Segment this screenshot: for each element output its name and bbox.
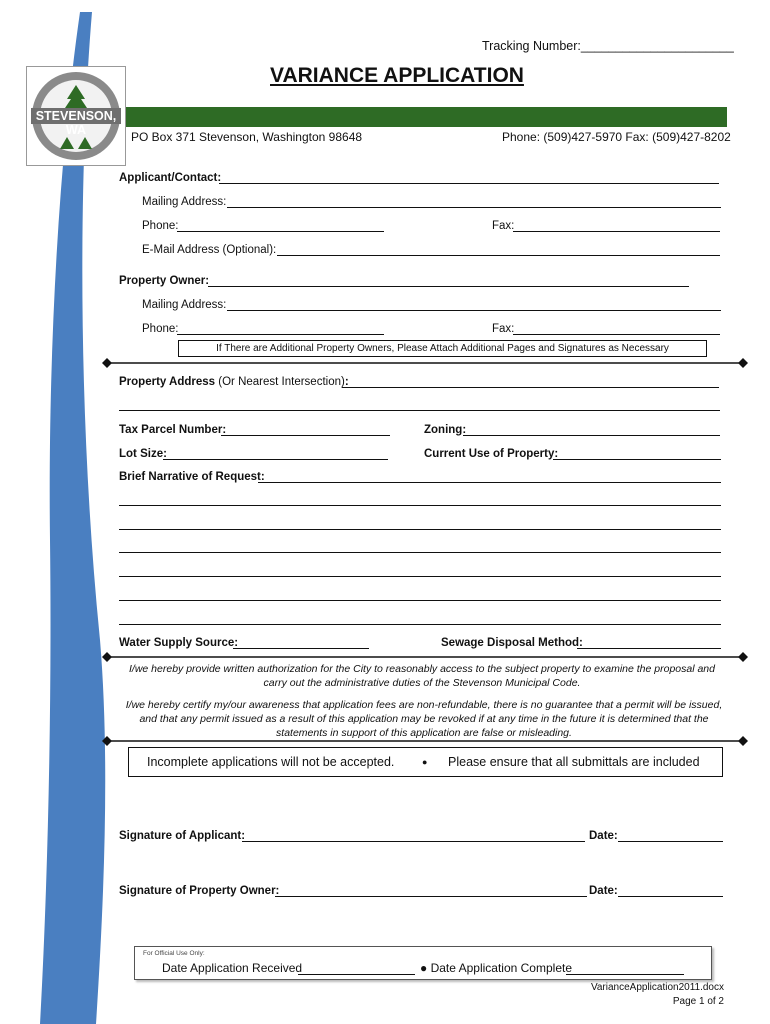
footer-filename: VarianceApplication2011.docx [590, 982, 724, 993]
date-received-field[interactable] [298, 974, 415, 975]
notice-right: Please ensure that all submittals are included [448, 755, 700, 769]
lot-size-field[interactable] [163, 459, 388, 460]
applicant-phone-label: Phone: [142, 220, 179, 232]
certification-statement: I/we hereby certify my/our awareness that application fees are non-refundable, there is no guarantee that a permit will be issued, and that any permit issued as a result of this application may be revoked if at any time in the future it is determined that the statements in support of this application are false or misleading. [125, 699, 723, 739]
date-received-label: Date Application Received [162, 961, 303, 975]
date-complete-field[interactable] [566, 974, 684, 975]
narrative-label: Brief Narrative of Request: [119, 471, 265, 483]
property-address-label-rest: (Or Nearest Intersection) [215, 376, 345, 388]
sewage-field[interactable] [577, 648, 721, 649]
applicant-signature-label: Signature of Applicant: [119, 830, 246, 842]
tracking-number-field[interactable]: Tracking Number:______________________ [482, 39, 734, 53]
owner-mailing-label: Mailing Address: [142, 299, 227, 311]
additional-owners-note [178, 340, 707, 357]
narrative-field[interactable] [258, 482, 721, 483]
header-green-bar [30, 107, 727, 127]
property-address-field-line2[interactable] [119, 410, 720, 411]
applicant-label: Applicant/Contact: [119, 172, 222, 184]
tax-parcel-field[interactable] [221, 435, 390, 436]
applicant-mailing-field[interactable] [227, 207, 721, 208]
additional-owners-note-text: If There are Additional Property Owners, Please Attach Additional Pages and Signatures as Necessary [216, 343, 669, 354]
owner-signature-field[interactable] [275, 896, 587, 897]
owner-date-field[interactable] [618, 896, 723, 897]
applicant-date-field[interactable] [618, 841, 723, 842]
sewage-label: Sewage Disposal Method: [441, 637, 583, 649]
section-divider [102, 735, 748, 747]
owner-fax-label: Fax: [492, 323, 515, 335]
narrative-line[interactable] [119, 505, 721, 506]
page-title: VARIANCE APPLICATION [270, 64, 524, 87]
applicant-signature-field[interactable] [242, 841, 585, 842]
water-supply-label: Water Supply Source: [119, 637, 239, 649]
incomplete-notice-box [128, 747, 723, 777]
narrative-line[interactable] [119, 552, 721, 553]
footer-page-number: Page 1 of 2 [672, 996, 724, 1007]
applicant-email-label: E-Mail Address (Optional): [142, 244, 277, 256]
owner-label: Property Owner: [119, 275, 210, 287]
owner-field[interactable] [208, 286, 689, 287]
applicant-mailing-label: Mailing Address: [142, 196, 227, 208]
owner-date-label: Date: [589, 885, 618, 897]
notice-bullet: ● [422, 757, 428, 767]
applicant-field[interactable] [219, 183, 719, 184]
owner-phone-label: Phone: [142, 323, 179, 335]
notice-left: Incomplete applications will not be accepted. [147, 755, 395, 769]
owner-signature-label: Signature of Property Owner: [119, 885, 280, 897]
office-phone-fax: Phone: (509)427-5970 Fax: (509)427-8202 [502, 130, 731, 144]
zoning-field[interactable] [463, 435, 720, 436]
property-address-colon: : [344, 376, 349, 388]
authorization-statement: I/we hereby provide written authorization for the City to reasonably access to the subject property to examine the proposal and carry out the administrative duties of the Stevenson Municipal Code. [129, 663, 715, 689]
owner-mailing-field[interactable] [227, 310, 721, 311]
lot-size-label: Lot Size: [119, 448, 167, 460]
zoning-label: Zoning: [424, 424, 467, 436]
water-supply-field[interactable] [233, 648, 369, 649]
official-use-box [134, 946, 712, 980]
narrative-line[interactable] [119, 624, 721, 625]
narrative-line[interactable] [119, 529, 721, 530]
narrative-line[interactable] [119, 600, 721, 601]
current-use-label: Current Use of Property: [424, 448, 559, 460]
owner-phone-field[interactable] [177, 334, 384, 335]
applicant-phone-field[interactable] [177, 231, 384, 232]
applicant-fax-label: Fax: [492, 220, 515, 232]
section-divider [102, 357, 748, 369]
property-address-label-bold: Property Address [119, 376, 216, 388]
logo-text: STEVENSON, WA [35, 109, 117, 137]
date-complete-label: ● Date Application Complete [420, 961, 572, 975]
narrative-line[interactable] [119, 576, 721, 577]
applicant-fax-field[interactable] [513, 231, 720, 232]
applicant-email-field[interactable] [277, 255, 720, 256]
city-logo [26, 66, 126, 166]
current-use-field[interactable] [553, 459, 721, 460]
applicant-date-label: Date: [589, 830, 618, 842]
property-address-label [119, 375, 349, 389]
office-address: PO Box 371 Stevenson, Washington 98648 [131, 130, 363, 144]
owner-fax-field[interactable] [513, 334, 720, 335]
official-use-label: For Official Use Only: [143, 950, 205, 957]
tax-parcel-label: Tax Parcel Number: [119, 424, 227, 436]
property-address-field[interactable] [342, 387, 719, 388]
